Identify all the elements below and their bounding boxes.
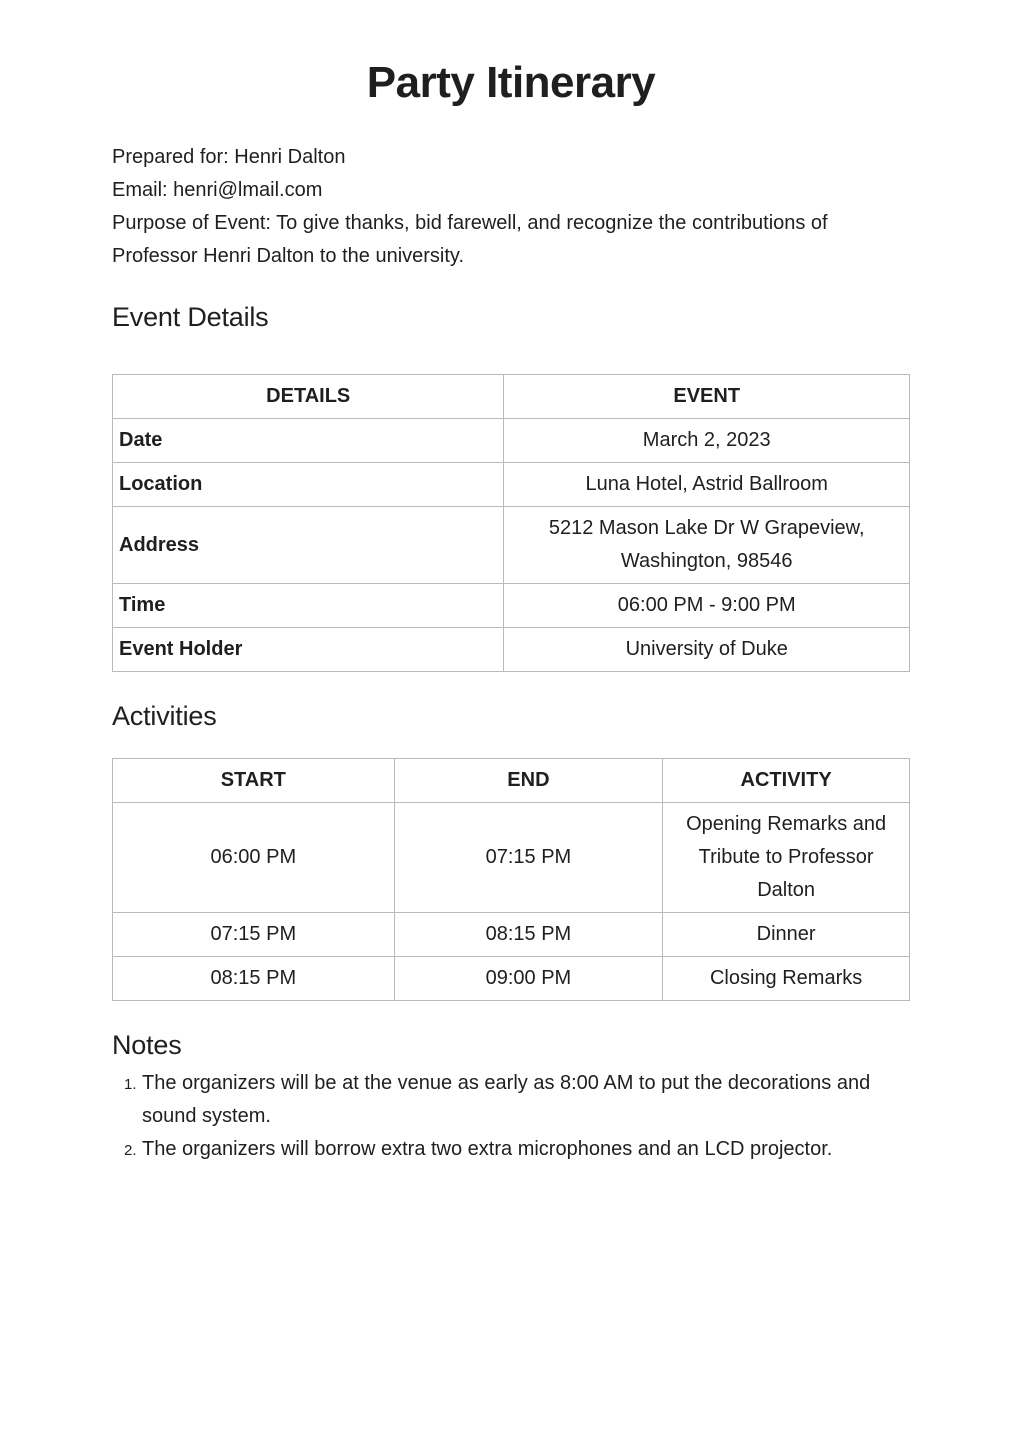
activity-end: 09:00 PM [394,957,663,1001]
activity-start: 07:15 PM [113,913,395,957]
notes-list [112,1067,910,1166]
table-row [113,803,910,913]
activities-heading: Activities [112,701,217,731]
email-line: Email: henri@lmail.com [112,179,323,201]
table-row [113,628,910,672]
table-row [113,957,910,1001]
activity-name: Opening Remarks and Tribute to Professor Dalton [663,803,910,913]
detail-label-date: Date [113,419,504,463]
intro-section [112,141,910,273]
detail-label-location: Location [113,463,504,507]
column-header-details: DETAILS [113,375,504,419]
column-header-start: START [113,759,395,803]
detail-value-time: 06:00 PM - 9:00 PM [504,584,910,628]
purpose-line: Purpose of Event: To give thanks, bid farewell, and recognize the contributions of Professor Henri Dalton to the university. [112,212,828,267]
event-details-heading: Event Details [112,302,269,332]
table-row [113,584,910,628]
table-row [113,419,910,463]
page-title: Party Itinerary [366,58,656,107]
table-header-row [113,375,910,419]
detail-label-address: Address [113,507,504,584]
activity-end: 07:15 PM [394,803,663,913]
activity-end: 08:15 PM [394,913,663,957]
notes-heading: Notes [112,1030,182,1060]
activity-name: Closing Remarks [663,957,910,1001]
table-row [113,913,910,957]
column-header-activity: ACTIVITY [663,759,910,803]
table-row [113,507,910,584]
detail-value-date: March 2, 2023 [504,419,910,463]
table-row [113,463,910,507]
activity-start: 06:00 PM [113,803,395,913]
event-details-table [112,374,910,672]
prepared-for-line: Prepared for: Henri Dalton [112,146,346,168]
detail-value-location: Luna Hotel, Astrid Ballroom [504,463,910,507]
detail-label-time: Time [113,584,504,628]
activity-start: 08:15 PM [113,957,395,1001]
list-item: The organizers will borrow extra two extra microphones and an LCD projector. [142,1138,833,1160]
activities-table [112,758,910,1001]
detail-label-event-holder: Event Holder [113,628,504,672]
activity-name: Dinner [663,913,910,957]
list-item: The organizers will be at the venue as early as 8:00 AM to put the decorations and sound system. [142,1072,871,1127]
column-header-event: EVENT [504,375,910,419]
table-header-row [113,759,910,803]
detail-value-address: 5212 Mason Lake Dr W Grapeview, Washington, 98546 [504,507,910,584]
detail-value-event-holder: University of Duke [504,628,910,672]
column-header-end: END [394,759,663,803]
